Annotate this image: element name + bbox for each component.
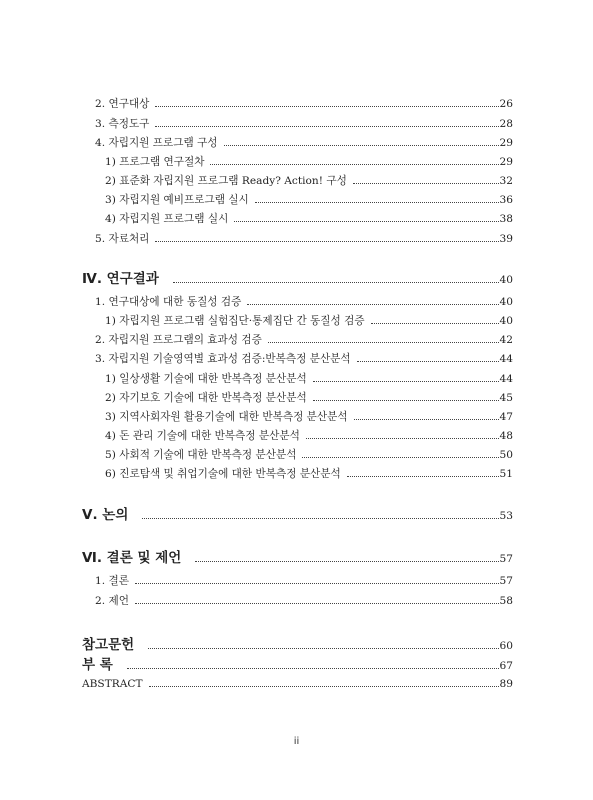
toc-entry-page: 48	[499, 430, 513, 442]
toc-entry-label: 2. 제언	[95, 595, 129, 607]
toc-entry-label: 1) 일상생활 기술에 대한 반복측정 분산분석	[105, 373, 307, 385]
toc-entry-label: 4. 자립지원 프로그램 구성	[95, 137, 218, 149]
toc-entry-page: 40	[499, 274, 513, 286]
leader-dots	[142, 518, 498, 519]
toc-entry-page: 28	[499, 118, 513, 130]
toc-entry-label: 5) 사회적 기술에 대한 반복측정 분산분석	[105, 449, 297, 461]
toc-entry-page: 67	[499, 660, 513, 672]
toc-entry-page: 38	[499, 213, 513, 225]
toc-entry-career-skills[interactable]	[105, 467, 513, 481]
toc-entry-label: 3. 자립지원 기술영역별 효과성 검증:반복측정 분산분석	[95, 353, 351, 365]
leader-dots	[313, 381, 499, 382]
leader-dots	[268, 342, 499, 343]
leader-dots	[247, 304, 498, 305]
toc-entry-label: 1. 결론	[95, 575, 129, 587]
toc-chapter-label: Ⅵ. 결론 및 제언	[82, 550, 182, 566]
toc-entry-page: 57	[499, 575, 513, 587]
toc-chapter-references[interactable]	[82, 637, 513, 655]
toc-entry-label: 3. 측정도구	[95, 118, 150, 130]
leader-dots	[148, 648, 498, 649]
toc-entry-label: 6) 진로탐색 및 취업기술에 대한 반복측정 분산분석	[105, 468, 341, 480]
toc-chapter-label: 참고문헌	[82, 637, 135, 653]
toc-entry-page: 50	[499, 449, 513, 461]
toc-entry-ready-action-program[interactable]	[105, 174, 513, 188]
toc-entry-page: 26	[499, 98, 513, 110]
toc-entry-data-processing[interactable]	[95, 232, 513, 246]
toc-entry-page: 45	[499, 392, 513, 404]
toc-entry-label: 1) 자립지원 프로그램 실험집단·통제집단 간 동질성 검증	[105, 315, 365, 327]
toc-entry-label: 2) 표준화 자립지원 프로그램 Ready? Action! 구성	[105, 175, 347, 187]
toc-entry-page: 39	[499, 233, 513, 245]
toc-entry-page: 44	[499, 373, 513, 385]
leader-dots	[353, 183, 499, 184]
toc-entry-page: 53	[499, 510, 513, 522]
toc-entry-measurement-tools[interactable]	[95, 117, 513, 131]
toc-entry-label: 2) 자기보호 기술에 대한 반복측정 분산분석	[105, 392, 307, 404]
toc-entry-label: 2. 자립지원 프로그램의 효과성 검증	[95, 334, 262, 346]
leader-dots	[354, 419, 499, 420]
toc-entry-page: 29	[499, 137, 513, 149]
leader-dots	[313, 400, 499, 401]
toc-entry-page: 47	[499, 411, 513, 423]
toc-entry-label: 3) 자립지원 예비프로그램 실시	[105, 194, 249, 206]
toc-chapter-label: Ⅳ. 연구결과	[82, 271, 159, 287]
toc-chapter-label: 부 록	[82, 657, 113, 673]
toc-entry-label: 1) 프로그램 연구절차	[105, 156, 205, 168]
toc-entry-page: 60	[499, 640, 513, 652]
toc-entry-daily-living-skills[interactable]	[105, 372, 513, 386]
leader-dots	[347, 476, 499, 477]
toc-entry-program-effectiveness[interactable]	[95, 333, 513, 347]
toc-entry-label: 4) 자립지원 프로그램 실시	[105, 213, 229, 225]
toc-entry-page: 40	[499, 315, 513, 327]
toc-entry-program-composition[interactable]	[95, 136, 513, 150]
leader-dots	[210, 164, 498, 165]
toc-entry-program-research-procedure[interactable]	[105, 155, 513, 169]
toc-entry-page: 29	[499, 156, 513, 168]
leader-dots	[302, 457, 498, 458]
toc-entry-social-skills[interactable]	[105, 448, 513, 462]
toc-entry-homogeneity-test[interactable]	[95, 295, 513, 309]
toc-entry-abstract[interactable]	[82, 677, 513, 691]
toc-chapter-discussion[interactable]	[82, 507, 513, 525]
toc-entry-community-resource-skills[interactable]	[105, 410, 513, 424]
leader-dots	[306, 438, 499, 439]
leader-dots	[135, 583, 499, 584]
leader-dots	[224, 145, 499, 146]
toc-entry-self-care-skills[interactable]	[105, 391, 513, 405]
leader-dots	[155, 241, 498, 242]
toc-entry-page: 32	[499, 175, 513, 187]
toc-entry-skill-area-effectiveness[interactable]	[95, 352, 513, 366]
toc-entry-program-implementation[interactable]	[105, 212, 513, 226]
toc-entry-page: 42	[499, 334, 513, 346]
toc-entry-label: 2. 연구대상	[95, 98, 150, 110]
toc-entry-research-subjects[interactable]	[95, 97, 513, 111]
toc-entry-page: 57	[499, 553, 513, 565]
toc-entry-conclusion[interactable]	[95, 574, 513, 588]
toc-entry-label: 3) 지역사회자원 활용기술에 대한 반복측정 분산분석	[105, 411, 348, 423]
toc-entry-label: 4) 돈 관리 기술에 대한 반복측정 분산분석	[105, 430, 300, 442]
toc-entry-label: ABSTRACT	[82, 678, 143, 690]
leader-dots	[255, 202, 499, 203]
toc-entry-pilot-program[interactable]	[105, 193, 513, 207]
toc-entry-label: 1. 연구대상에 대한 동질성 검증	[95, 296, 242, 308]
leader-dots	[127, 668, 499, 669]
leader-dots	[357, 361, 499, 362]
toc-entry-page: 40	[499, 296, 513, 308]
leader-dots	[155, 106, 498, 107]
toc-entry-suggestions[interactable]	[95, 594, 513, 608]
toc-entry-page: 51	[499, 468, 513, 480]
toc-entry-page: 44	[499, 353, 513, 365]
toc-entry-page: 89	[499, 678, 513, 690]
leader-dots	[149, 686, 499, 687]
toc-chapter-conclusion[interactable]	[82, 550, 513, 568]
leader-dots	[135, 603, 499, 604]
toc-entry-money-management-skills[interactable]	[105, 429, 513, 443]
leader-dots	[195, 561, 498, 562]
toc-entry-page: 36	[499, 194, 513, 206]
toc-entry-group-homogeneity[interactable]	[105, 314, 513, 328]
toc-chapter-label: Ⅴ. 논의	[82, 507, 129, 523]
leader-dots	[234, 221, 498, 222]
leader-dots	[371, 323, 499, 324]
toc-chapter-results[interactable]	[82, 271, 513, 289]
toc-entry-label: 5. 자료처리	[95, 233, 150, 245]
leader-dots	[155, 126, 498, 127]
leader-dots	[173, 282, 499, 283]
page-number: ii	[293, 736, 300, 747]
toc-chapter-appendix[interactable]	[82, 657, 513, 675]
toc-entry-page: 58	[499, 595, 513, 607]
